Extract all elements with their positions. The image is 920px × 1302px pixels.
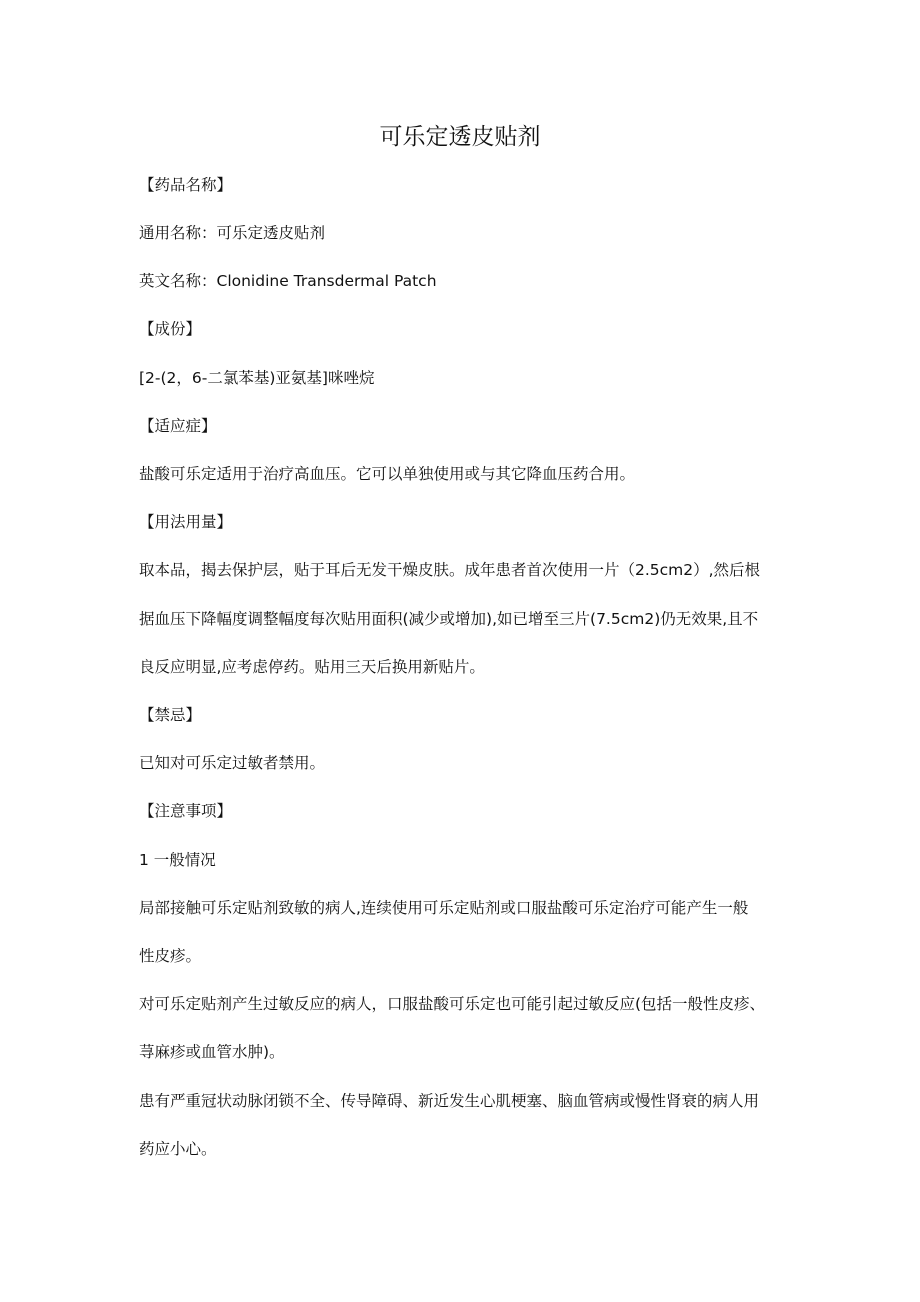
page-title: 可乐定透皮贴剂	[379, 124, 541, 150]
section-heading-precautions: 【注意事项】	[139, 802, 233, 820]
precautions-text-line-1: 局部接触可乐定贴剂致敏的病人,连续使用可乐定贴剂或口服盐酸可乐定治疗可能产生一般	[139, 899, 749, 917]
contraindications-text: 已知对可乐定过敏者禁用。	[139, 754, 326, 772]
precautions-text-line-5: 患有严重冠状动脉闭锁不全、传导障碍、新近发生心肌梗塞、脑血管病或慢性肾衰的病人用	[139, 1092, 760, 1110]
dosage-text-line-1: 取本品，揭去保护层，贴于耳后无发干燥皮肤。成年患者首次使用一片（2.5cm2）,然后根	[139, 561, 761, 579]
precautions-text-line-2: 性皮疹。	[139, 947, 202, 965]
indications-text: 盐酸可乐定适用于治疗高血压。它可以单独使用或与其它降血压药合用。	[139, 465, 636, 483]
precautions-text-line-4: 荨麻疹或血管水肿)。	[139, 1043, 285, 1061]
section-heading-dosage: 【用法用量】	[139, 513, 233, 531]
section-heading-contraindications: 【禁忌】	[139, 706, 202, 724]
precautions-text-line-6: 药应小心。	[139, 1140, 217, 1158]
section-heading-indications: 【适应症】	[139, 417, 217, 435]
ingredient-line: [2-(2，6-二氯苯基)亚氨基]咪唑烷	[139, 369, 375, 387]
section-heading-drug-name: 【药品名称】	[139, 176, 233, 194]
english-name-line: 英文名称：Clonidine Transdermal Patch	[139, 272, 437, 290]
precautions-text-line-3: 对可乐定贴剂产生过敏反应的病人，口服盐酸可乐定也可能引起过敏反应(包括一般性皮疹、	[139, 995, 766, 1013]
generic-name-line: 通用名称：可乐定透皮贴剂	[139, 224, 326, 242]
subheading-general: 1 一般情况	[139, 851, 216, 869]
section-heading-ingredients: 【成份】	[139, 320, 202, 338]
dosage-text-line-2: 据血压下降幅度调整幅度每次贴用面积(减少或增加),如已增至三片(7.5cm2)仍无效果,且不	[139, 610, 759, 628]
dosage-text-line-3: 良反应明显,应考虑停药。贴用三天后换用新贴片。	[139, 658, 485, 676]
